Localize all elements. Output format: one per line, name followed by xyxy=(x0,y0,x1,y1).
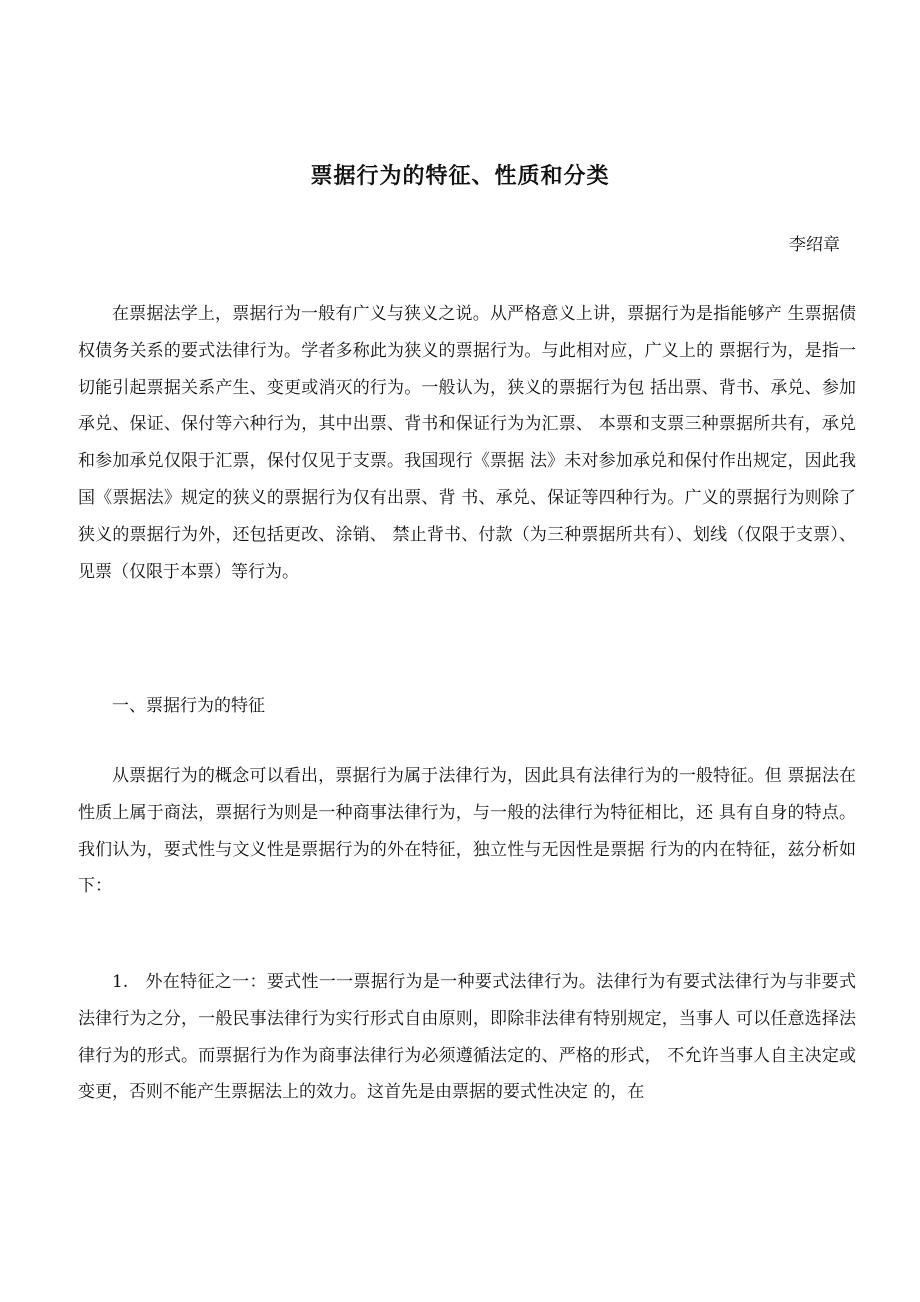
document-title: 票据行为的特征、性质和分类 xyxy=(310,163,610,189)
paragraph-formality: 1. 外在特征之一：要式性一一票据行为是一种要式法律行为。法律行为有要式法律行为与非要式法律行为之分，一般民事法律行为实行形式自由原则，即除非法律有特别规定，当事人 可以任意选择法律行为的形式。而票据行为作为商事法律行为必须遵循法定的、严格的形式， 不允许当事人自主决定或变更，否则不能产生票据法上的效力。这首先是由票据的要式性决定 的，在 xyxy=(78,972,856,1103)
section-heading: 一、票据行为的特征 xyxy=(112,696,265,716)
author-name: 李绍章 xyxy=(789,235,840,255)
paragraph-intro: 在票据法学上，票据行为一般有广义与狭义之说。从严格意义上讲，票据行为是指能够产 生票据债权债务关系的要式法律行为。学者多称此为狭义的票据行为。与此相对应，广义上的 票据行为，是指一切能引起票据关系产生、变更或消灭的行为。一般认为，狭义的票据行为包 括出票、背书、承兑、参加承兑、保证、保付等六种行为，其中出票、背书和保证行为为汇票、 本票和支票三种票据所共有，承兑和参加承兑仅限于汇票，保付仅见于支票。我国现行《票据 法》未对参加承兑和保付作出规定，因此我国《票据法》规定的狭义的票据行为仅有出票、背 书、承兑、保证等四种行为。广义的票据行为则除了狭义的票据行为外，还包括更改、涂销、 禁止背书、付款（为三种票据所共有）、划线（仅限于支票）、见票（仅限于本票）等行为。 xyxy=(78,304,856,582)
paragraph-features-overview: 从票据行为的概念可以看出，票据行为属于法律行为，因此具有法律行为的一般特征。但 票据法在性质上属于商法，票据行为则是一种商事法律行为，与一般的法律行为特征相比，还 具有自身的特点。我们认为，要式性与文义性是票据行为的外在特征，独立性与无因性是票据 行为的内在特征，兹分析如下： xyxy=(78,766,856,897)
